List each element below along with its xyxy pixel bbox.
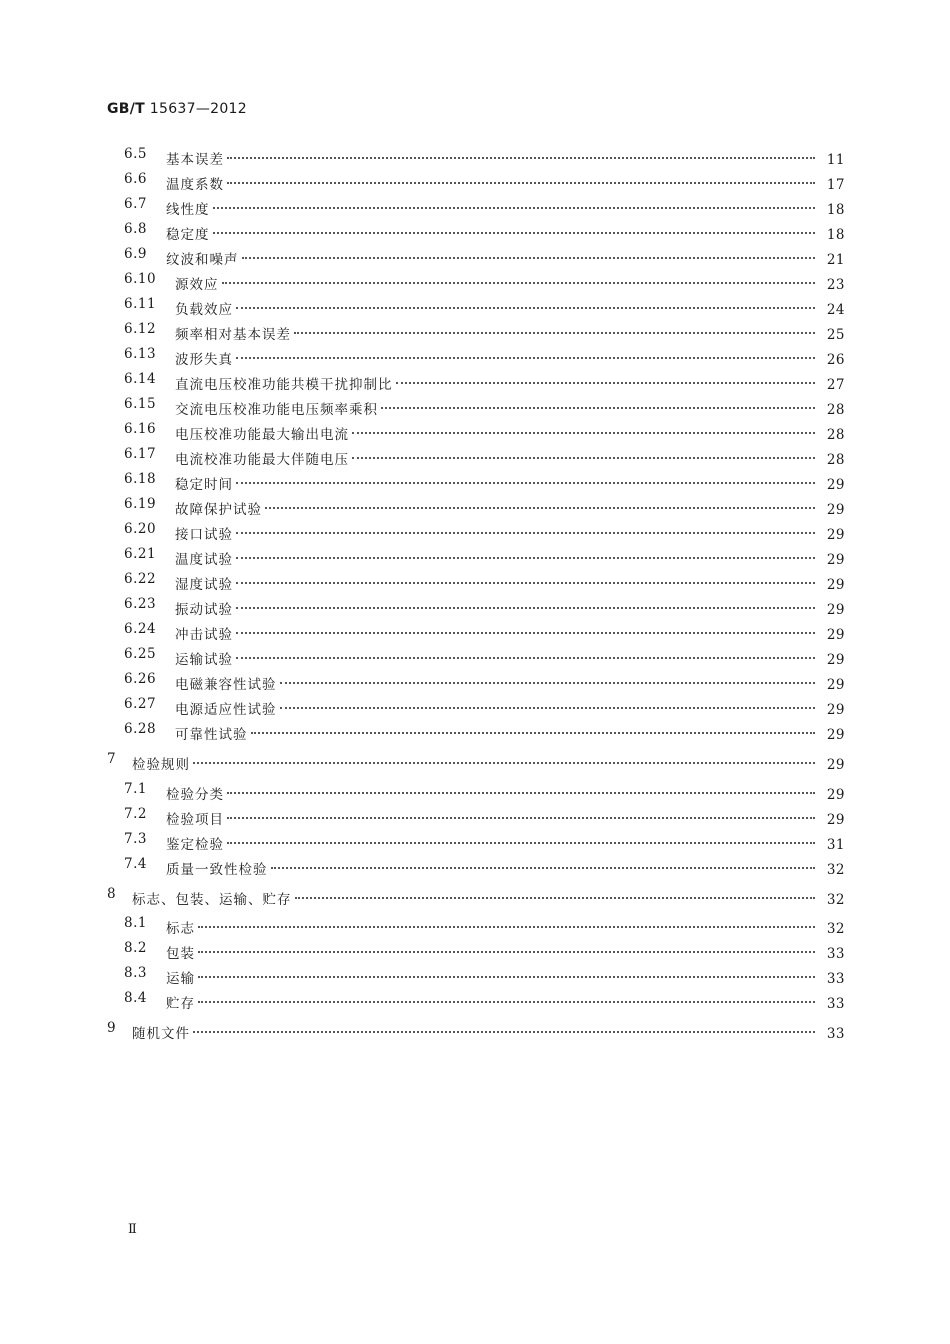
toc-entry-page: 29: [826, 552, 845, 568]
toc-entry-page: 27: [826, 377, 845, 393]
toc-entry-page: 29: [826, 702, 845, 718]
toc-dot-leader: [198, 963, 815, 983]
toc-dot-leader: [213, 219, 816, 239]
toc-entry-title: 纹波和噪声: [166, 252, 239, 268]
toc-entry[interactable]: [0, 619, 950, 643]
toc-dot-leader: [213, 194, 816, 214]
toc-dot-leader: [236, 594, 815, 614]
toc-entry-number: 6.18: [124, 471, 157, 487]
toc-entry[interactable]: [0, 884, 950, 908]
toc-entry[interactable]: [0, 444, 950, 468]
toc-entry-page: 29: [826, 602, 845, 618]
toc-entry-number: 6.11: [124, 296, 157, 312]
document-header: [107, 101, 247, 117]
toc-entry[interactable]: [0, 804, 950, 828]
toc-entry-page: 29: [826, 677, 845, 693]
toc-entry[interactable]: [0, 369, 950, 393]
toc-entry-number: 6.15: [124, 396, 157, 412]
toc-entry-title: 电流校准功能最大伴随电压: [175, 452, 349, 468]
toc-dot-leader: [227, 144, 815, 164]
toc-entry-page: 29: [826, 757, 845, 773]
toc-entry[interactable]: [0, 749, 950, 773]
toc-dot-leader: [352, 444, 815, 464]
toc-entry[interactable]: [0, 594, 950, 618]
toc-entry-page: 29: [826, 652, 845, 668]
toc-dot-leader: [236, 569, 815, 589]
toc-dot-leader: [396, 369, 816, 389]
toc-entry[interactable]: [0, 644, 950, 668]
toc-entry-number: 8: [107, 886, 117, 902]
toc-dot-leader: [227, 169, 815, 189]
toc-entry-number: 6.17: [124, 446, 157, 462]
toc-dot-leader: [193, 1018, 815, 1038]
toc-entry[interactable]: [0, 169, 950, 193]
toc-entry[interactable]: [0, 194, 950, 218]
toc-entry[interactable]: [0, 244, 950, 268]
toc-entry-title: 直流电压校准功能共模干扰抑制比: [175, 377, 393, 393]
toc-entry-number: 6.13: [124, 346, 157, 362]
toc-entry-page: 28: [826, 402, 845, 418]
toc-entry-page: 31: [826, 837, 845, 853]
toc-entry-number: 6.25: [124, 646, 157, 662]
toc-entry-title: 质量一致性检验: [166, 862, 268, 878]
toc-entry-title: 检验分类: [166, 787, 224, 803]
toc-entry-page: 23: [826, 277, 845, 293]
toc-entry-title: 波形失真: [175, 352, 233, 368]
toc-entry-number: 6.27: [124, 696, 157, 712]
toc-entry-page: 29: [826, 812, 845, 828]
toc-entry-title: 负载效应: [175, 302, 233, 318]
toc-dot-leader: [198, 913, 815, 933]
toc-entry-title: 冲击试验: [175, 627, 233, 643]
toc-entry-number: 6.12: [124, 321, 157, 337]
toc-entry-number: 9: [107, 1020, 117, 1036]
toc-entry-page: 29: [826, 577, 845, 593]
toc-dot-leader: [236, 294, 815, 314]
toc-entry-page: 18: [826, 202, 845, 218]
toc-entry-title: 标志: [166, 921, 195, 937]
toc-entry-page: 33: [826, 1026, 845, 1042]
toc-entry-page: 32: [826, 921, 845, 937]
toc-entry[interactable]: [0, 1018, 950, 1042]
toc-entry-number: 6.5: [124, 146, 147, 162]
toc-entry-title: 稳定时间: [175, 477, 233, 493]
toc-entry-number: 6.26: [124, 671, 157, 687]
toc-dot-leader: [251, 719, 816, 739]
toc-entry-page: 26: [826, 352, 845, 368]
toc-entry-page: 33: [826, 996, 845, 1012]
toc-dot-leader: [236, 544, 815, 564]
toc-entry-title: 运输: [166, 971, 195, 987]
toc-entry-title: 频率相对基本误差: [175, 327, 291, 343]
toc-entry-page: 29: [826, 727, 845, 743]
toc-entry[interactable]: [0, 938, 950, 962]
toc-entry-number: 8.1: [124, 915, 147, 931]
toc-entry-number: 6.28: [124, 721, 157, 737]
toc-entry-page: 29: [826, 502, 845, 518]
toc-entry-title: 电源适应性试验: [175, 702, 277, 718]
toc-entry-page: 28: [826, 452, 845, 468]
toc-entry-number: 6.8: [124, 221, 147, 237]
toc-entry-title: 稳定度: [166, 227, 210, 243]
page-number: Ⅱ: [128, 1222, 137, 1237]
toc-entry[interactable]: [0, 219, 950, 243]
standard-code: GB/T: [107, 101, 146, 117]
toc-entry-number: 6.23: [124, 596, 157, 612]
toc-entry[interactable]: [0, 269, 950, 293]
toc-entry[interactable]: [0, 669, 950, 693]
toc-entry-number: 6.16: [124, 421, 157, 437]
toc-dot-leader: [280, 669, 816, 689]
toc-entry-number: 6.7: [124, 196, 147, 212]
toc-dot-leader: [280, 694, 816, 714]
toc-entry-number: 8.2: [124, 940, 147, 956]
toc-dot-leader: [227, 804, 815, 824]
toc-entry-page: 29: [826, 477, 845, 493]
toc-entry-number: 6.21: [124, 546, 157, 562]
toc-entry[interactable]: [0, 469, 950, 493]
toc-entry-title: 交流电压校准功能电压频率乘积: [175, 402, 378, 418]
toc-dot-leader: [236, 644, 815, 664]
toc-entry-title: 随机文件: [132, 1026, 190, 1042]
toc-entry-title: 接口试验: [175, 527, 233, 543]
toc-entry[interactable]: [0, 519, 950, 543]
toc-entry-page: 25: [826, 327, 845, 343]
toc-dot-leader: [198, 988, 815, 1008]
toc-entry-page: 18: [826, 227, 845, 243]
toc-entry[interactable]: [0, 779, 950, 803]
toc-dot-leader: [271, 854, 816, 874]
toc-entry-title: 故障保护试验: [175, 502, 262, 518]
toc-entry[interactable]: [0, 494, 950, 518]
standard-number: 15637—2012: [149, 101, 247, 117]
toc-dot-leader: [236, 469, 815, 489]
toc-dot-leader: [381, 394, 815, 414]
toc-entry-title: 线性度: [166, 202, 210, 218]
toc-entry[interactable]: [0, 394, 950, 418]
toc-dot-leader: [294, 319, 815, 339]
toc-entry[interactable]: [0, 719, 950, 743]
toc-entry[interactable]: [0, 294, 950, 318]
toc-entry-title: 运输试验: [175, 652, 233, 668]
toc-entry-title: 源效应: [175, 277, 219, 293]
toc-entry[interactable]: [0, 913, 950, 937]
toc-entry-page: 24: [826, 302, 845, 318]
toc-entry-title: 可靠性试验: [175, 727, 248, 743]
toc-entry-number: 7.4: [124, 856, 147, 872]
toc-entry-title: 基本误差: [166, 152, 224, 168]
toc-entry[interactable]: [0, 694, 950, 718]
toc-entry-page: 32: [826, 892, 845, 908]
toc-dot-leader: [236, 619, 815, 639]
toc-entry[interactable]: [0, 963, 950, 987]
toc-entry-page: 28: [826, 427, 845, 443]
toc-entry[interactable]: [0, 988, 950, 1012]
toc-entry[interactable]: [0, 544, 950, 568]
toc-entry-title: 电磁兼容性试验: [175, 677, 277, 693]
toc-entry[interactable]: [0, 569, 950, 593]
toc-dot-leader: [236, 344, 815, 364]
toc-entry-number: 6.14: [124, 371, 157, 387]
toc-entry-number: 8.3: [124, 965, 147, 981]
toc-entry-number: 7.2: [124, 806, 147, 822]
toc-entry-title: 温度系数: [166, 177, 224, 193]
toc-dot-leader: [227, 829, 815, 849]
toc-entry-number: 7: [107, 751, 117, 767]
toc-entry-title: 贮存: [166, 996, 195, 1012]
toc-entry-page: 33: [826, 971, 845, 987]
toc-entry-title: 温度试验: [175, 552, 233, 568]
toc-entry-page: 33: [826, 946, 845, 962]
toc-dot-leader: [352, 419, 815, 439]
toc-entry-page: 32: [826, 862, 845, 878]
toc-dot-leader: [227, 779, 815, 799]
toc-entry-title: 检验规则: [132, 757, 190, 773]
toc-entry-page: 29: [826, 627, 845, 643]
toc-entry-page: 11: [826, 152, 845, 168]
toc-dot-leader: [222, 269, 816, 289]
toc-dot-leader: [193, 749, 815, 769]
toc-dot-leader: [265, 494, 815, 514]
toc-entry-number: 6.10: [124, 271, 157, 287]
toc-entry-number: 6.6: [124, 171, 147, 187]
toc-entry-number: 6.20: [124, 521, 157, 537]
toc-entry-number: 6.19: [124, 496, 157, 512]
toc-entry-title: 鉴定检验: [166, 837, 224, 853]
toc-entry-page: 21: [826, 252, 845, 268]
toc-dot-leader: [236, 519, 815, 539]
toc-entry-number: 7.3: [124, 831, 147, 847]
toc-dot-leader: [242, 244, 816, 264]
toc-entry-title: 电压校准功能最大输出电流: [175, 427, 349, 443]
toc-entry-title: 湿度试验: [175, 577, 233, 593]
toc-entry-title: 包装: [166, 946, 195, 962]
toc-entry-page: 29: [826, 787, 845, 803]
toc-entry-page: 29: [826, 527, 845, 543]
toc-entry-number: 7.1: [124, 781, 147, 797]
toc-entry-page: 17: [826, 177, 845, 193]
toc-entry[interactable]: [0, 319, 950, 343]
toc-entry[interactable]: [0, 144, 950, 168]
toc-entry-number: 6.22: [124, 571, 157, 587]
toc-dot-leader: [295, 884, 816, 904]
toc-entry[interactable]: [0, 344, 950, 368]
toc-entry[interactable]: [0, 419, 950, 443]
toc-entry[interactable]: [0, 829, 950, 853]
toc-entry-number: 8.4: [124, 990, 147, 1006]
toc-entry-number: 6.9: [124, 246, 147, 262]
toc-entry-title: 标志、包装、运输、贮存: [132, 892, 292, 908]
toc-entry-number: 6.24: [124, 621, 157, 637]
toc-entry[interactable]: [0, 854, 950, 878]
toc-dot-leader: [198, 938, 815, 958]
toc-entry-title: 振动试验: [175, 602, 233, 618]
toc-entry-title: 检验项目: [166, 812, 224, 828]
